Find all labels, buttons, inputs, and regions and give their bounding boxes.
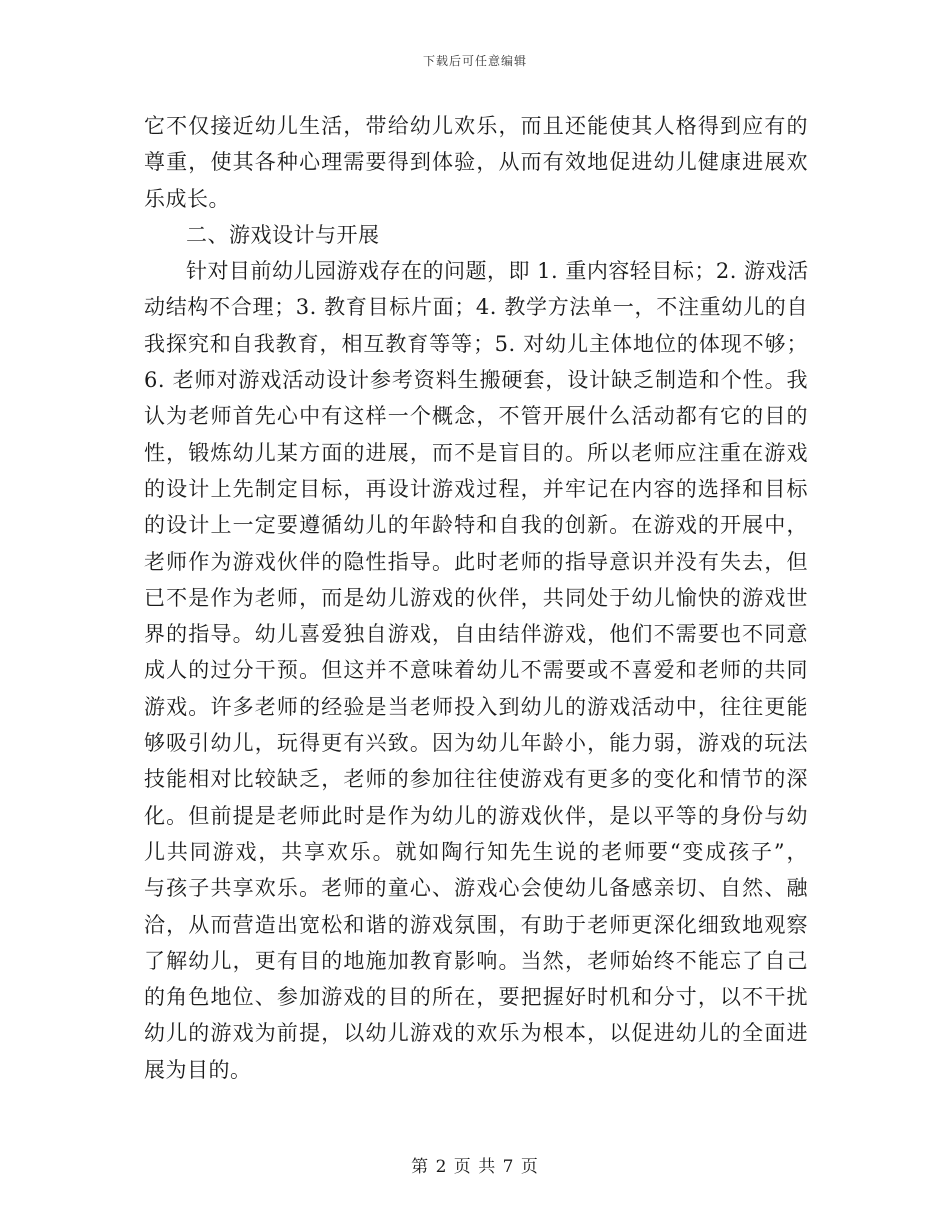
text-line: 的设计上一定要遵循幼儿的年龄特和自我的创新。在游戏的开展中， [144,513,808,538]
text-line: 乐成长。 [144,186,230,211]
text-line: 界的指导。幼儿喜爱独自游戏，自由结伴游戏，他们不需要也不同意 [144,622,808,647]
text-line: 尊重，使其各种心理需要得到体验，从而有效地促进幼儿健康进展欢 [144,150,808,175]
text-line: 洽，从而营造出宽松和谐的游戏氛围，有助于老师更深化细致地观察 [144,912,808,937]
text-line: 的角色地位、参加游戏的目的所在，要把握好时机和分寸，以不干扰 [144,985,808,1010]
text-line: 针对目前幼儿园游戏存在的问题，即 1. 重内容轻目标；2. 游戏活 [186,259,809,284]
text-line: 动结构不合理；3. 教育目标片面；4. 教学方法单一，不注重幼儿的自 [144,295,808,320]
text-line: 成人的过分干预。但这并不意味着幼儿不需要或不喜爱和老师的共同 [144,658,808,683]
text-line: 儿共同游戏，共享欢乐。就如陶行知先生说的老师要“变成孩子”， [144,839,808,864]
section-heading: 二、游戏设计与开展 [186,222,380,247]
header-note: 下载后可任意编辑 [422,54,527,68]
text-line: 6. 老师对游戏活动设计参考资料生搬硬套，设计缺乏制造和个性。我 [144,368,808,393]
text-line: 了解幼儿，更有目的地施加教育影响。当然，老师始终不能忘了自己 [144,948,808,973]
text-line: 技能相对比较缺乏，老师的参加往往使游戏有更多的变化和情节的深 [144,767,808,792]
body-text [144,108,808,1088]
text-line: 它不仅接近幼儿生活，带给幼儿欢乐，而且还能使其人格得到应有的 [144,114,808,138]
text-line: 与孩子共享欢乐。老师的童心、游戏心会使幼儿备感亲切、自然、融 [144,876,808,901]
text-line: 展为目的。 [144,1057,252,1082]
text-line: 我探究和自我教育，相互教育等等；5. 对幼儿主体地位的体现不够； [144,331,808,356]
text-line: 已不是作为老师，而是幼儿游戏的伙伴，共同处于幼儿愉快的游戏世 [144,585,808,610]
text-line: 幼儿的游戏为前提，以幼儿游戏的欢乐为根本，以促进幼儿的全面进 [144,1021,808,1046]
text-line: 够吸引幼儿，玩得更有兴致。因为幼儿年龄小，能力弱，游戏的玩法 [144,731,808,756]
text-line: 认为老师首先心中有这样一个概念，不管开展什么活动都有它的目的 [144,404,808,429]
text-line: 化。但前提是老师此时是作为幼儿的游戏伙伴，是以平等的身份与幼 [144,803,808,828]
text-line: 游戏。许多老师的经验是当老师投入到幼儿的游戏活动中，往往更能 [144,694,808,719]
text-line: 性，锻炼幼儿某方面的进展，而不是盲目的。所以老师应注重在游戏 [144,440,808,465]
page-number: 第 2 页 共 7 页 [411,1157,539,1177]
text-line: 的设计上先制定目标，再设计游戏过程，并牢记在内容的选择和目标 [144,476,808,501]
text-line: 老师作为游戏伙伴的隐性指导。此时老师的指导意识并没有失去，但 [144,549,808,574]
